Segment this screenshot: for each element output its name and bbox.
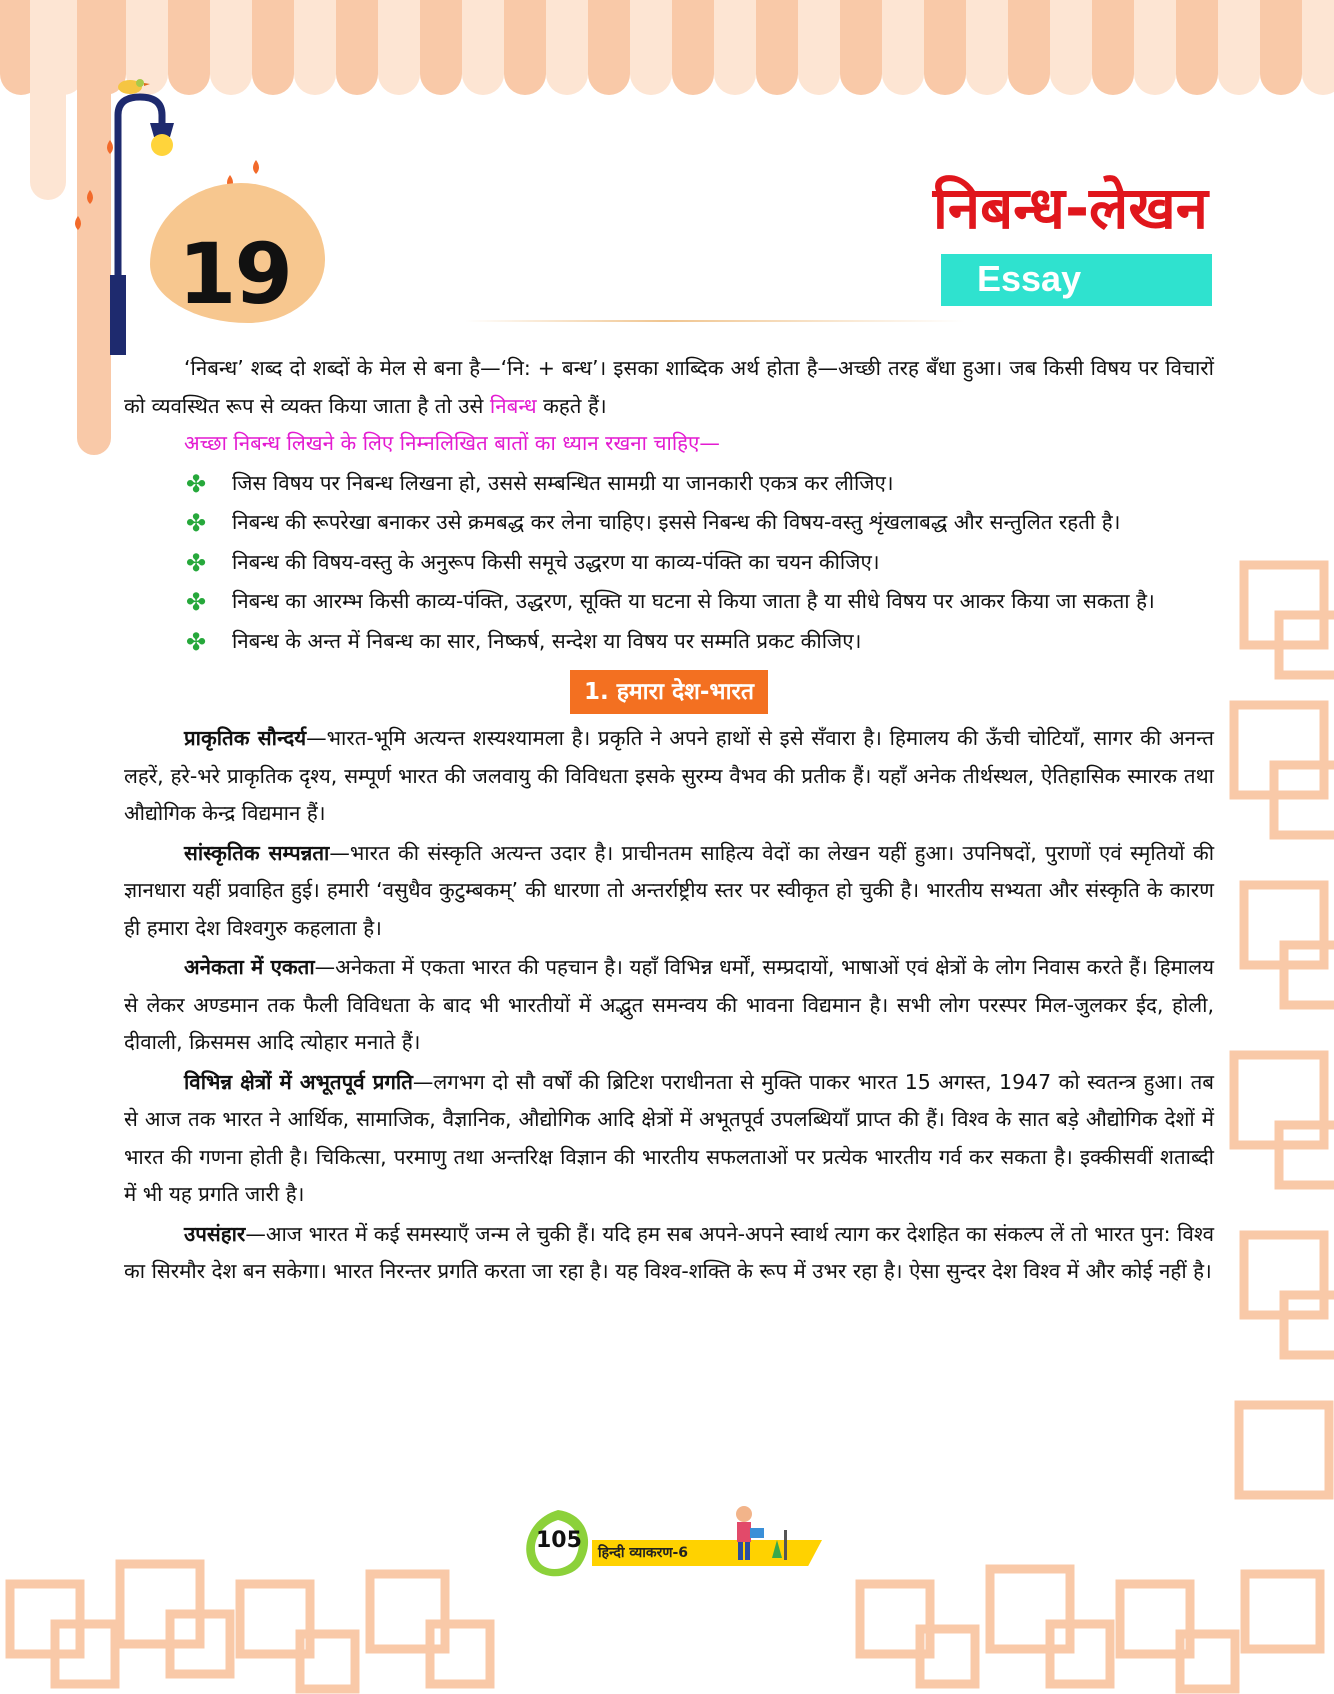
page-content (124, 350, 1214, 1293)
intro-text: ‘निबन्ध’ शब्द दो शब्दों के मेल से बना है—‘नि: + बन्ध’। इसका शाब्दिक अर्थ होता है—अच्छी तरह बँधा हुआ। जब किसी विषय पर विचारों को व्यवस्थित रूप से व्यक्त किया जाता है तो उसे (124, 356, 1214, 418)
tip-text: निबन्ध की विषय-वस्तु के अनुरूप किसी समूचे उद्धरण या काव्य-पंक्ति का चयन कीजिए। (232, 549, 880, 574)
tip-text: जिस विषय पर निबन्ध लिखना हो, उससे सम्बन्धित सामग्री या जानकारी एकत्र कर लीजिए। (232, 470, 894, 495)
awning-stripe (798, 0, 840, 95)
chapter-title-english: Essay Writing (977, 258, 1101, 341)
paragraph-lead: अनेकता में एकता (184, 955, 315, 979)
awning-stripe (546, 0, 588, 95)
child-reading-icon (722, 1500, 792, 1570)
awning-stripe (882, 0, 924, 95)
awning-stripe (714, 0, 756, 95)
awning-stripe (210, 0, 252, 95)
instructions-heading: अच्छा निबन्ध लिखने के लिए निम्नलिखित बातों का ध्यान रखना चाहिए— (184, 431, 720, 455)
awning-stripe (336, 0, 378, 95)
awning-stripe (504, 0, 546, 95)
paragraph-body: —आज भारत में कई समस्याएँ जन्म ले चुकी हैं। यदि हम सब अपने-अपने स्वार्थ त्याग कर देशहित का संकल्प लें तो भारत पुन: विश्व का सिरमौर देश बन सकेगा। भारत निरन्तर प्रगति करता जा रहा है। यह विश्व-शक्ति के रूप में उभर रहा है। ऐसा सुन्दर देश विश्व में और कोई नहीं है। (124, 1221, 1214, 1283)
tip-text: निबन्ध का आरम्भ किसी काव्य-पंक्ति, उद्धरण, सूक्ति या घटना से किया जाता है या सीधे विषय पर आकर किया जा सकता है। (232, 589, 1155, 613)
paragraph-lead: विभिन्न क्षेत्रों में अभूतपूर्व प्रगति (184, 1069, 413, 1094)
awning-stripe (672, 0, 714, 95)
tip-item (186, 504, 1214, 542)
paragraph-body: —अनेकता में एकता भारत की पहचान है। यहाँ विभिन्न धर्मों, सम्प्रदायों, भाषाओं एवं क्षेत्रों के लोग निवास करते हैं। हिमालय से लेकर अण्डमान तक फैली विविधता के बाद भी भारतीयों में अद्भुत समन्वय की भावना विद्यमान है। सभी लोग परस्पर मिल-जुलकर ईद, होली, दीवाली, क्रिसमस आदि त्योहार मनाते हैं। (124, 955, 1214, 1054)
title-divider (465, 320, 965, 322)
tip-item (186, 583, 1214, 621)
tip-item (186, 465, 1214, 503)
awning-stripe (252, 0, 294, 95)
awning-stripe (966, 0, 1008, 95)
right-squares-decoration (1224, 555, 1334, 1555)
tip-text: निबन्ध के अन्त में निबन्ध का सार, निष्कर्ष, सन्देश या विषय पर सम्मति प्रकट कीजिए। (232, 628, 862, 653)
essay-paragraph (124, 1064, 1214, 1214)
essay-heading: 1. हमारा देश-भारत (570, 670, 768, 714)
awning-stripe (378, 0, 420, 95)
awning-stripe (924, 0, 966, 95)
awning-stripe (1008, 0, 1050, 95)
awning-stripe (1050, 0, 1092, 95)
page-number: 105 (536, 1528, 582, 1553)
intro-text-end: कहते हैं। (536, 393, 607, 418)
tip-text: निबन्ध की रूपरेखा बनाकर उसे क्रमबद्ध कर लेना चाहिए। इससे निबन्ध की विषय-वस्तु शृंखलाबद्ध और सन्तुलित रहती है। (232, 510, 1121, 534)
book-title: हिन्दी व्याकरण-6 (598, 1545, 689, 1561)
paragraph-body: —भारत की संस्कृति अत्यन्त उदार है। प्राचीनतम साहित्य वेदों का लेखन यहीं हुआ। उपनिषदों, पुराणों एवं स्मृतियों की ज्ञानधारा यहीं प्रवाहित हुई। हमारी ‘वसुधैव कुटुम्बकम्’ की धारणा तो अन्तर्राष्ट्रीय स्तर पर स्वीकृत हो चुकी है। भारतीय सभ्यता और संस्कृति के कारण ही हमारा देश विश्वगुरु कहलाता है। (124, 840, 1215, 940)
chapter-number: 19 (178, 225, 291, 323)
essay-heading-wrap (124, 670, 1214, 714)
awning-stripe (1218, 0, 1260, 95)
chapter-title-english-banner (941, 254, 1212, 341)
paragraph-body: —भारत-भूमि अत्यन्त शस्यश्यामला है। प्रकृति ने अपने हाथों से इसे सँवारा है। हिमालय की ऊँची चोटियाँ, सागर की अनन्त लहरें, हरे-भरे प्राकृतिक दृश्य, सम्पूर्ण भारत की जलवायु की विविधता इसके सुरम्य वैभव की प्रतीक हैं। यहाँ अनेक तीर्थस्थल, ऐतिहासिक स्मारक तथा औद्योगिक केन्द्र विद्यमान हैं। (124, 726, 1214, 825)
plus-icon: ✤ (186, 627, 207, 656)
paragraph-lead: सांस्कृतिक सम्पन्नता (184, 840, 330, 865)
paragraph-lead: उपसंहार (184, 1221, 246, 1246)
awning-stripe (420, 0, 462, 95)
awning-stripe (588, 0, 630, 95)
awning-stripe (1092, 0, 1134, 95)
awning-stripe (1302, 0, 1334, 95)
tip-item (186, 544, 1214, 582)
essay-paragraph (124, 949, 1214, 1062)
chapter-title-hindi: निबन्ध-लेखन (932, 174, 1208, 242)
bird-icon (118, 79, 150, 94)
paragraph-lead: प्राकृतिक सौन्दर्य (184, 726, 307, 750)
awning-stripe (1134, 0, 1176, 95)
left-pillar-decoration (30, 0, 66, 200)
awning-stripe (462, 0, 504, 95)
plus-icon: ✤ (186, 509, 207, 537)
plus-icon: ✤ (186, 469, 207, 498)
awning-stripe (630, 0, 672, 95)
plus-icon: ✤ (186, 588, 207, 616)
tips-list (124, 465, 1214, 661)
intro-paragraph (124, 350, 1214, 425)
plus-icon: ✤ (186, 548, 207, 577)
essay-paragraph (124, 1216, 1214, 1291)
bottom-squares-decoration (0, 1544, 1334, 1694)
essay-paragraph (124, 720, 1214, 833)
awning-stripe (1176, 0, 1218, 95)
paragraph-body: —लगभग दो सौ वर्षों की ब्रिटिश पराधीनता से मुक्ति पाकर भारत 15 अगस्त, 1947 को स्वतन्त्र हुआ। तब से आज तक भारत ने आर्थिक, सामाजिक, वैज्ञानिक, औद्योगिक आदि क्षेत्रों में अभूतपूर्व उपलब्धियाँ प्राप्त की हैं। विश्व के सात बड़े औद्योगिक देशों में भारत की गणना होती है। चिकित्सा, परमाणु तथा अन्तरिक्ष विज्ञान की भारतीय सफलताओं पर प्रत्येक भारतीय गर्व कर सकता है। इक्कीसवीं शताब्दी में भी यह प्रगति जारी है। (124, 1069, 1214, 1206)
awning-stripe (294, 0, 336, 95)
intro-highlight: निबन्ध (489, 393, 537, 418)
awning-stripe (756, 0, 798, 95)
awning-stripe (840, 0, 882, 95)
tip-item (186, 623, 1214, 661)
awning-stripe (1260, 0, 1302, 95)
essay-paragraph (124, 835, 1214, 948)
